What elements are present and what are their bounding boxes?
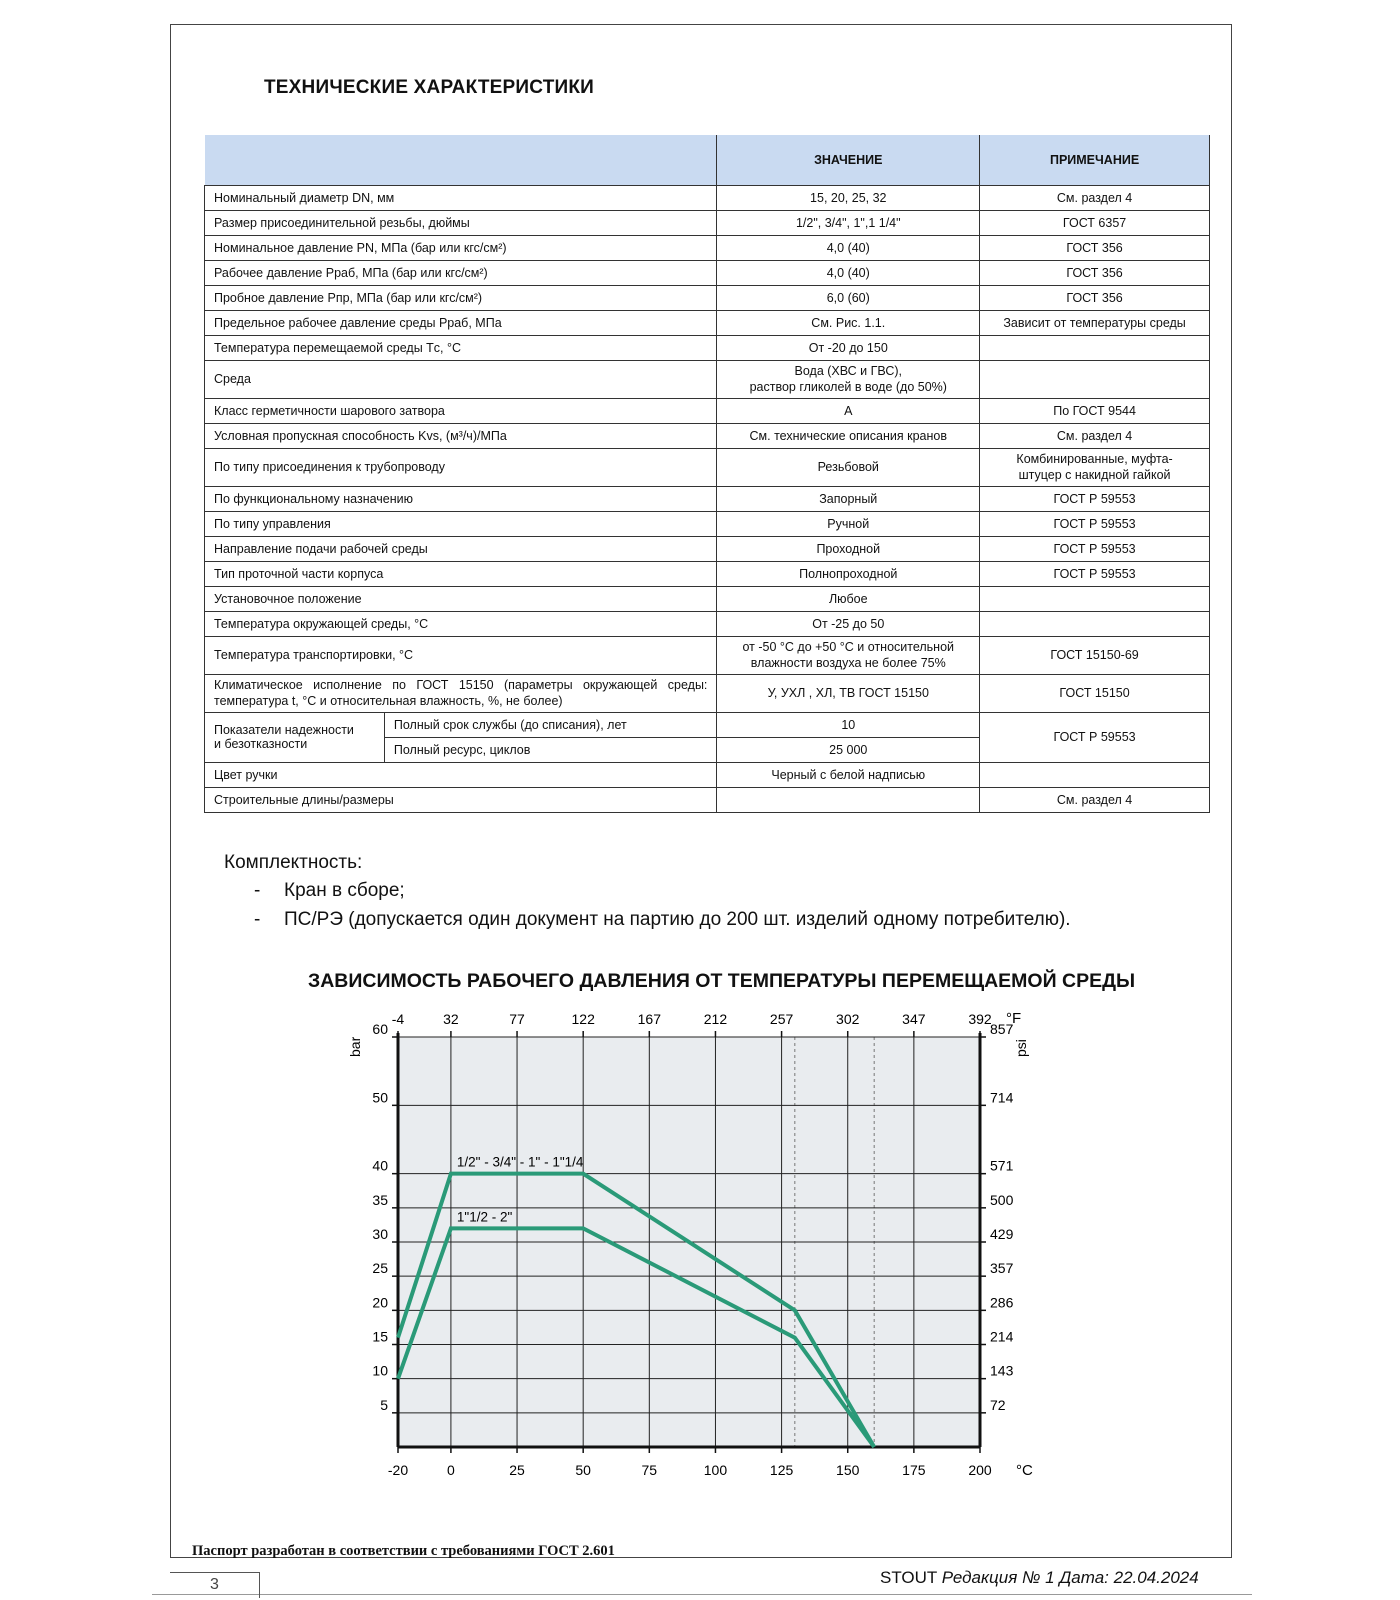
table-row (205, 762, 1210, 787)
param-value: От -20 до 150 (717, 335, 980, 360)
param-value: См. технические описания кранов (717, 423, 980, 448)
param-name: Класс герметичности шарового затвора (205, 398, 717, 423)
param-note: Зависит от температуры среды (980, 310, 1210, 335)
y2-tick-label: 429 (990, 1226, 1014, 1242)
param-note: ГОСТ Р 59553 (980, 486, 1210, 511)
y2-tick-label: 714 (990, 1089, 1014, 1106)
param-name: Полный ресурс, циклов (384, 737, 717, 762)
param-value: 4,0 (40) (717, 235, 980, 260)
param-name: Температура окружающей среды, °С (205, 611, 717, 636)
y2-tick-label: 500 (990, 1191, 1014, 1208)
param-name: Среда (205, 360, 717, 398)
param-note: Комбинированные, муфта- штуцер с накидной гайкой (980, 448, 1210, 486)
x-axis-label: °C (1016, 1462, 1033, 1479)
kit-item (224, 909, 1071, 931)
y2-tick-label: 143 (990, 1362, 1014, 1379)
param-note: См. раздел 4 (980, 787, 1210, 812)
param-value: От -25 до 50 (717, 611, 980, 636)
param-value: Полнопроходной (717, 561, 980, 586)
param-value: от -50 °С до +50 °С и относительной влажности воздуха не более 75% (717, 636, 980, 674)
param-name: Номинальный диаметр DN, мм (205, 185, 717, 210)
y2-tick-label: 571 (990, 1157, 1014, 1174)
x2-tick-label: 167 (637, 1011, 661, 1027)
x2-tick-label: 77 (509, 1011, 525, 1027)
y-tick-label: 15 (372, 1328, 388, 1345)
x2-tick-label: 347 (902, 1011, 926, 1027)
param-name: Номинальное давление PN, МПа (бар или кгс/см²) (205, 235, 717, 260)
x-tick-label: 200 (968, 1462, 992, 1478)
edition-text: Редакция № 1 Дата: 22.04.2024 (941, 1568, 1199, 1587)
x2-tick-label: 32 (443, 1011, 459, 1027)
brand-name: STOUT (880, 1568, 937, 1587)
y2-tick-label: 72 (990, 1396, 1006, 1413)
param-note: ГОСТ 6357 (980, 210, 1210, 235)
table-row (205, 423, 1210, 448)
x2-tick-label: 392 (968, 1011, 992, 1027)
spec-table (204, 135, 1210, 813)
table-row (205, 586, 1210, 611)
table-row (205, 536, 1210, 561)
x-tick-label: 0 (447, 1462, 455, 1478)
table-row (205, 611, 1210, 636)
table-row (205, 260, 1210, 285)
table-row (205, 511, 1210, 536)
y-tick-label: 20 (372, 1294, 388, 1311)
table-row (205, 712, 1210, 737)
y-tick-label: 40 (372, 1157, 388, 1174)
param-value: 1/2", 3/4", 1",1 1/4" (717, 210, 980, 235)
param-name: Размер присоединительной резьбы, дюймы (205, 210, 717, 235)
param-value: 15, 20, 25, 32 (717, 185, 980, 210)
param-name: Направление подачи рабочей среды (205, 536, 717, 561)
pressure-temperature-chart (330, 1005, 1070, 1525)
param-name: Тип проточной части корпуса (205, 561, 717, 586)
param-note: По ГОСТ 9544 (980, 398, 1210, 423)
param-name: По типу присоединения к трубопроводу (205, 448, 717, 486)
page-title: ТЕХНИЧЕСКИЕ ХАРАКТЕРИСТИКИ (264, 77, 595, 98)
table-row (205, 310, 1210, 335)
x-tick-label: 25 (509, 1462, 525, 1478)
param-value (717, 787, 980, 812)
param-note: ГОСТ Р 59553 (980, 511, 1210, 536)
kit-item-text: ПС/РЭ (допускается один документ на партию до 200 шт. изделий одному потребителю). (284, 909, 1071, 930)
param-note: ГОСТ Р 59553 (980, 561, 1210, 586)
y-tick-label: 50 (372, 1089, 388, 1106)
table-row (205, 486, 1210, 511)
x2-tick-label: 122 (571, 1011, 595, 1027)
y2-axis-label: psi (1013, 1039, 1029, 1057)
table-row (205, 285, 1210, 310)
param-value: У, УХЛ , ХЛ, ТВ ГОСТ 15150 (717, 674, 980, 712)
param-note: ГОСТ Р 59553 (980, 712, 1210, 762)
table-row (205, 360, 1210, 398)
param-note: ГОСТ Р 59553 (980, 536, 1210, 561)
param-note (980, 586, 1210, 611)
table-row (205, 674, 1210, 712)
table-row (205, 235, 1210, 260)
series-label: 1/2" - 3/4" - 1" - 1"1/4 (456, 1154, 584, 1170)
header-value: ЗНАЧЕНИЕ (717, 135, 980, 185)
param-name: Температура транспортировки, °С (205, 636, 717, 674)
x2-tick-label: 302 (836, 1011, 860, 1027)
param-name: По типу управления (205, 511, 717, 536)
y-tick-label: 10 (372, 1362, 388, 1379)
kit-item (224, 880, 1071, 902)
table-row (205, 636, 1210, 674)
kit-title: Комплектность: (224, 852, 363, 873)
table-header (205, 135, 1210, 185)
param-name: Строительные длины/размеры (205, 787, 717, 812)
param-note: ГОСТ 15150-69 (980, 636, 1210, 674)
param-note (980, 762, 1210, 787)
param-name: По функциональному назначению (205, 486, 717, 511)
table-row (205, 185, 1210, 210)
param-value: Резьбовой (717, 448, 980, 486)
param-value: Ручной (717, 511, 980, 536)
y-tick-label: 25 (372, 1260, 388, 1277)
x2-tick-label: 212 (703, 1011, 728, 1027)
y-tick-label: 35 (372, 1191, 388, 1208)
param-name: Пробное давление Pпр, МПа (бар или кгс/см²) (205, 285, 717, 310)
param-note (980, 360, 1210, 398)
param-value: 6,0 (60) (717, 285, 980, 310)
param-value: 10 (717, 712, 980, 737)
param-name: Условная пропускная способность Kvs, (м³/ч)/МПа (205, 423, 717, 448)
kit-item-text: Кран в сборе; (284, 880, 405, 901)
page-bottom-line (152, 1594, 1252, 1595)
param-value: Проходной (717, 536, 980, 561)
x-tick-label: -20 (387, 1462, 409, 1478)
param-value: А (717, 398, 980, 423)
param-value: 4,0 (40) (717, 260, 980, 285)
x-tick-label: 50 (575, 1462, 591, 1478)
param-note: См. раздел 4 (980, 185, 1210, 210)
table-row (205, 335, 1210, 360)
table-row (205, 398, 1210, 423)
reliability-group: Показатели надежности и безотказности (205, 712, 385, 762)
param-note (980, 335, 1210, 360)
x-tick-label: 125 (769, 1462, 794, 1478)
param-value: См. Рис. 1.1. (717, 310, 980, 335)
y2-tick-label: 214 (990, 1328, 1014, 1345)
param-note: См. раздел 4 (980, 423, 1210, 448)
param-name: Установочное положение (205, 586, 717, 611)
table-row (205, 210, 1210, 235)
param-name: Цвет ручки (205, 762, 717, 787)
x-tick-label: 100 (703, 1462, 728, 1478)
param-value: Черный с белой надписью (717, 762, 980, 787)
footer-note: Паспорт разработан в соответствии с требованиями ГОСТ 2.601 (192, 1543, 615, 1559)
x2-axis-label: °F (1006, 1010, 1022, 1027)
y-axis-label: bar (347, 1036, 363, 1057)
kit-bullet: - (254, 880, 261, 901)
table-row (205, 787, 1210, 812)
param-name: Температура перемещаемой среды Tс, °С (205, 335, 717, 360)
kit-bullet: - (254, 909, 261, 930)
param-note (980, 611, 1210, 636)
param-name: Рабочее давление Pраб, МПа (бар или кгс/см²) (205, 260, 717, 285)
y-tick-label: 30 (372, 1226, 388, 1242)
param-value: 25 000 (717, 737, 980, 762)
header-note: ПРИМЕЧАНИЕ (980, 135, 1210, 185)
chart-title: ЗАВИСИМОСТЬ РАБОЧЕГО ДАВЛЕНИЯ ОТ ТЕМПЕРАТУРЫ ПЕРЕМЕЩАЕМОЙ СРЕДЫ (308, 970, 1136, 992)
param-name: Полный срок службы (до списания), лет (384, 712, 717, 737)
param-note: ГОСТ 15150 (980, 674, 1210, 712)
param-value: Вода (ХВС и ГВС), раствор гликолей в воде (до 50%) (717, 360, 980, 398)
param-value: Запорный (717, 486, 980, 511)
param-name: Предельное рабочее давление среды Pраб, МПа (205, 310, 717, 335)
kit-section (224, 852, 1071, 938)
x2-tick-label: 257 (769, 1011, 794, 1027)
x2-tick-label: -4 (391, 1011, 405, 1027)
y2-tick-label: 857 (990, 1021, 1014, 1037)
series-label: 1"1/2 - 2" (456, 1209, 513, 1225)
header-blank (205, 135, 717, 185)
param-note: ГОСТ 356 (980, 235, 1210, 260)
param-note: ГОСТ 356 (980, 260, 1210, 285)
param-name: Климатическое исполнение по ГОСТ 15150 (параметры окружающей среды: температура t, °С и относительная влажность, %, не более) (205, 674, 717, 712)
x-tick-label: 150 (836, 1462, 860, 1478)
page-number: 3 (170, 1572, 260, 1598)
x-tick-label: 75 (641, 1462, 658, 1478)
param-value: Любое (717, 586, 980, 611)
edition-info (880, 1568, 1199, 1588)
param-note: ГОСТ 356 (980, 285, 1210, 310)
table-row (205, 561, 1210, 586)
y-tick-label: 5 (380, 1396, 388, 1413)
y-tick-label: 60 (372, 1021, 388, 1037)
x-tick-label: 175 (902, 1462, 926, 1478)
y2-tick-label: 286 (990, 1294, 1014, 1311)
y2-tick-label: 357 (990, 1260, 1014, 1277)
table-row (205, 448, 1210, 486)
